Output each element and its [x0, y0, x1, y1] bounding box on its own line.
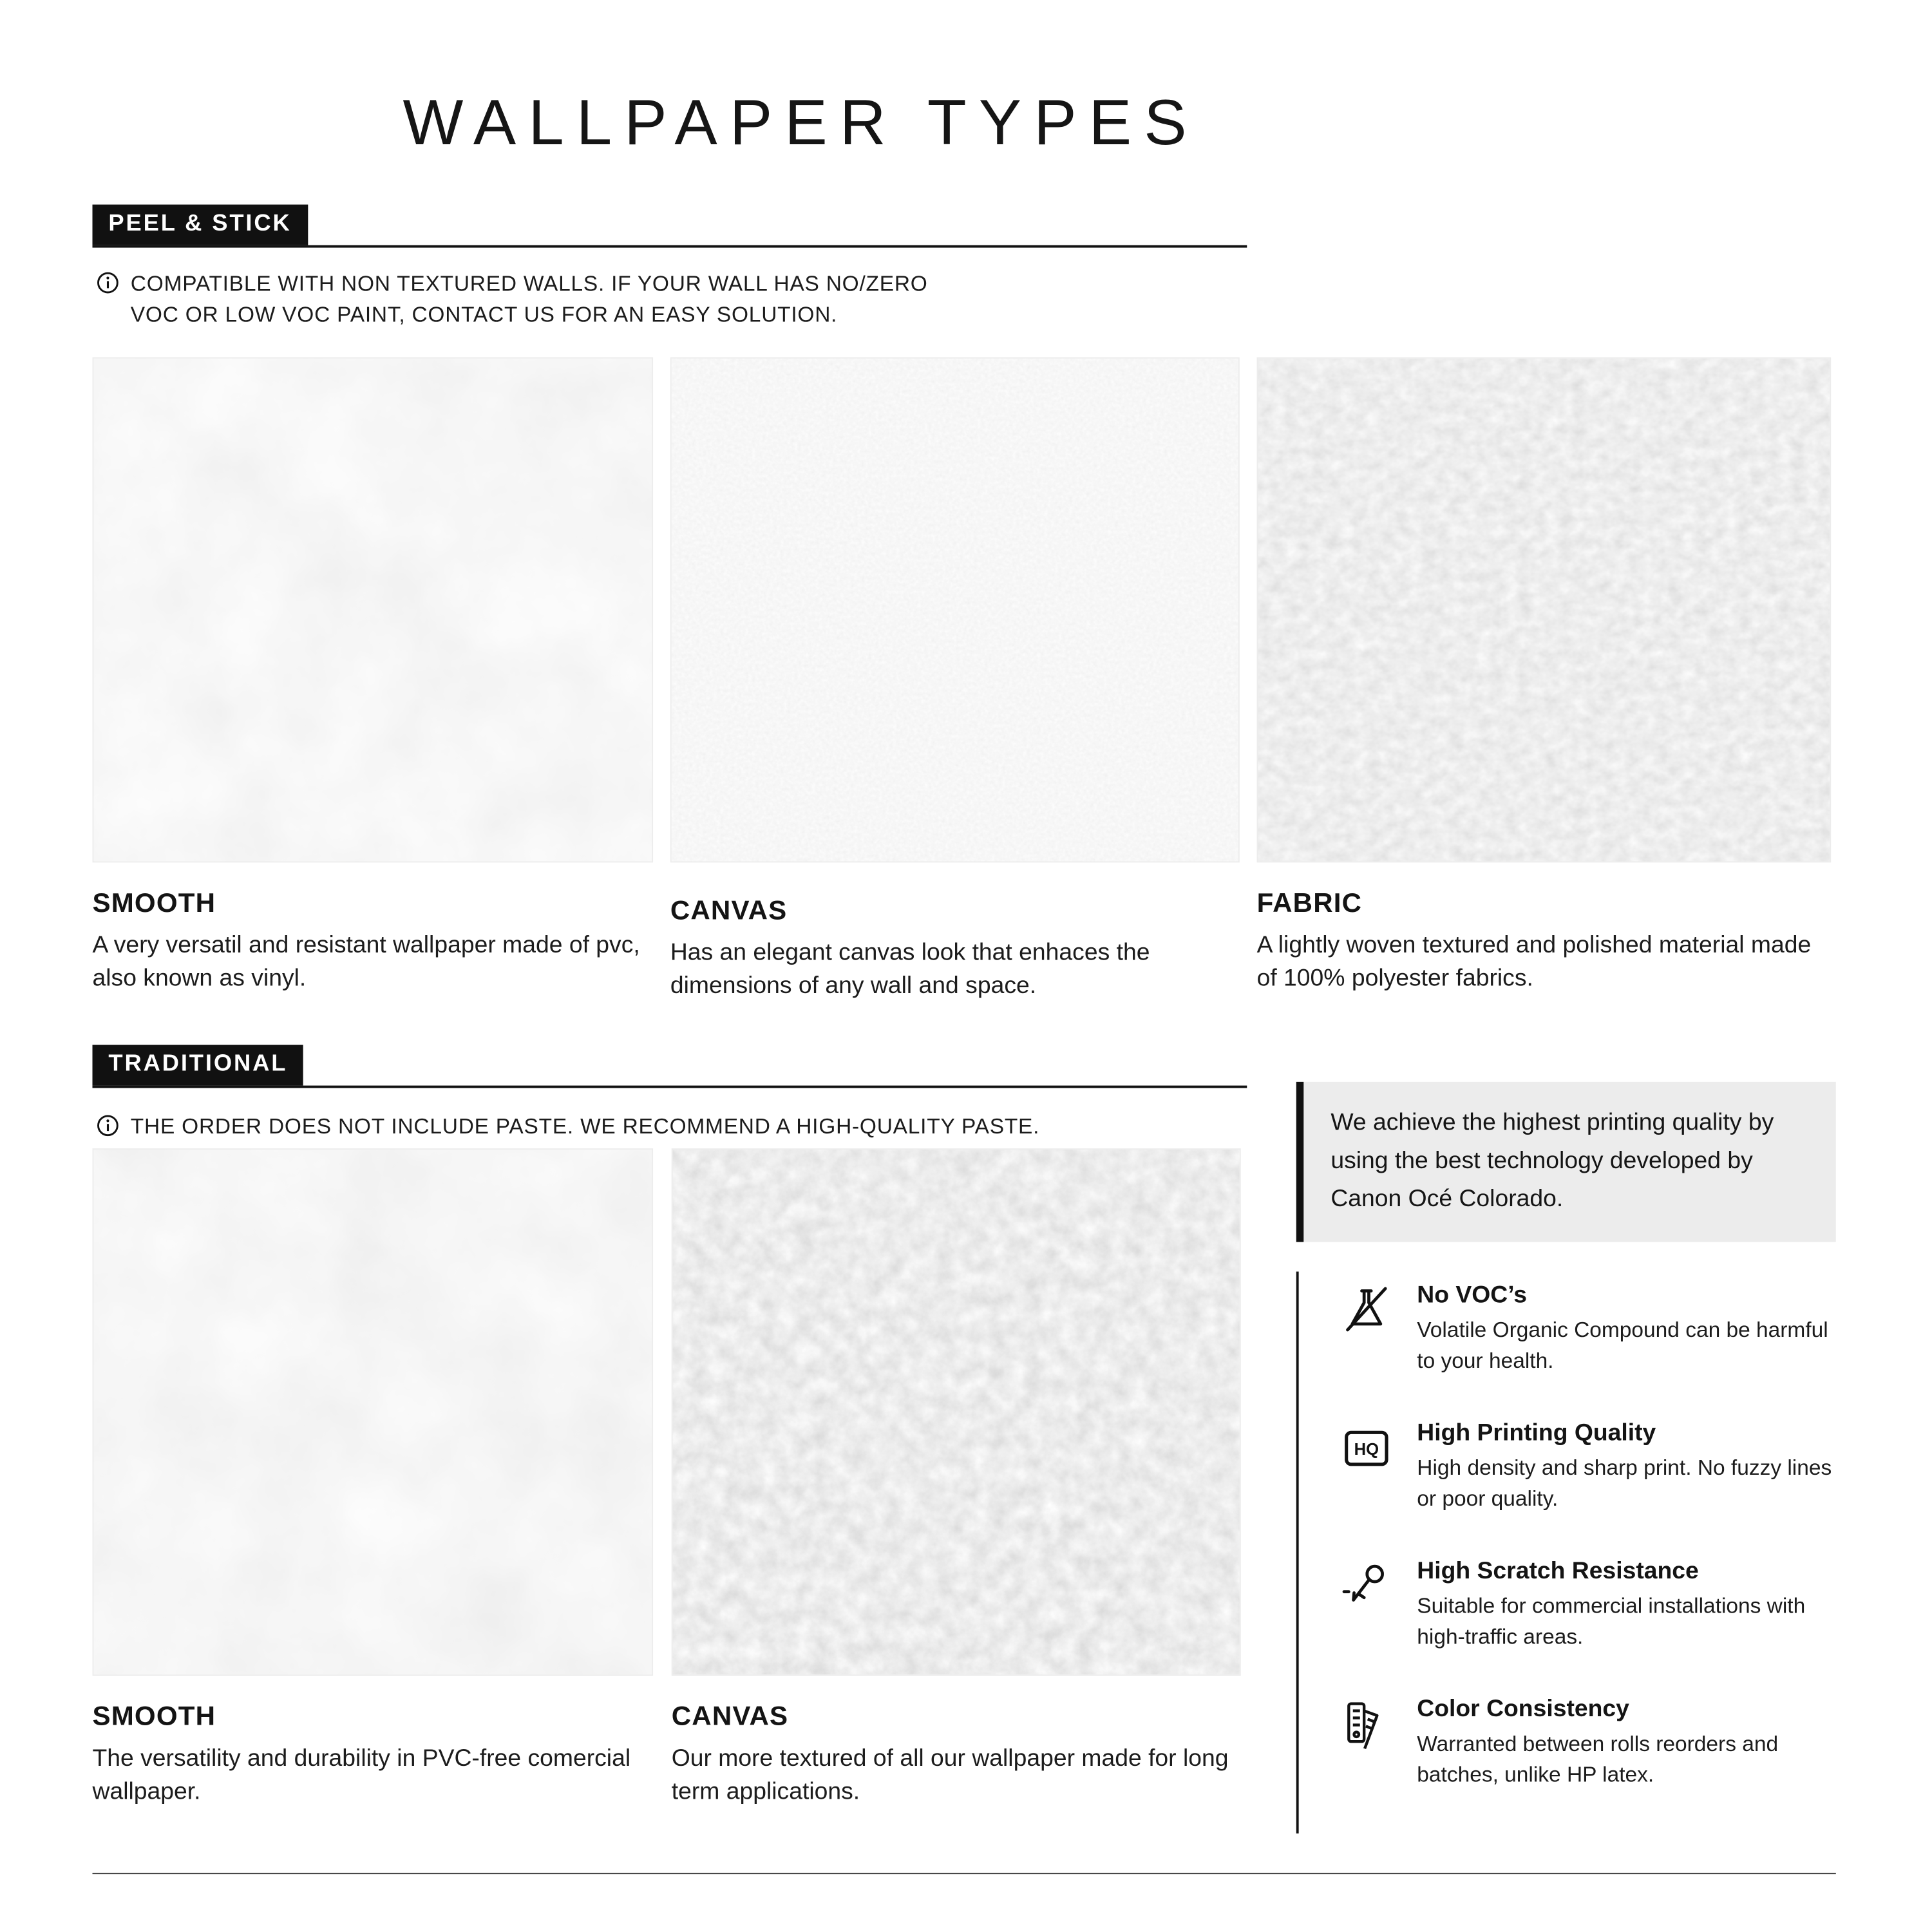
section-header-peel-stick: [92, 205, 1247, 248]
feature-text: [1417, 1557, 1836, 1651]
traditional-note: [96, 1112, 1039, 1143]
color-swatches-icon: [1338, 1696, 1397, 1752]
swatch-name: CANVAS: [670, 895, 788, 925]
swatch-card-peel-fabric: [1257, 357, 1832, 1003]
rough-canvas-texture-image: [672, 1148, 1241, 1676]
swatch-name: SMOOTH: [92, 887, 216, 918]
peel-stick-note-text: [131, 269, 928, 331]
swatch-card-peel-smooth: [92, 357, 653, 1003]
swatch-description: A lightly woven textured and polished material made of 100% polyester fabrics.: [1256, 931, 1812, 992]
section-label-traditional: TRADITIONAL: [92, 1045, 303, 1085]
feature-text: [1417, 1696, 1836, 1789]
smooth-texture-image: [92, 357, 653, 862]
swatch-description: A very versatil and resistant wallpaper made of pvc, also known as vinyl.: [92, 931, 640, 992]
peel-stick-note: [96, 269, 927, 331]
smooth-texture-image: [92, 1148, 653, 1676]
feature-color-consistency: [1299, 1696, 1836, 1833]
printing-quality-note: We achieve the highest printing quality by using the best technology developed by Canon Océ Colorado.: [1296, 1082, 1836, 1242]
feature-no-voc: [1299, 1282, 1836, 1419]
swatch-card-peel-canvas: [670, 357, 1240, 1003]
bottom-divider: [92, 1873, 1835, 1874]
swatch-description: Has an elegant canvas look that enhaces the dimensions of any wall and space.: [670, 938, 1150, 999]
no-voc-icon: [1338, 1282, 1397, 1338]
traditional-swatch-row: [92, 1148, 1240, 1808]
page-title: WALLPAPER TYPES: [402, 87, 1199, 159]
info-icon: [96, 271, 119, 294]
feature-description: Volatile Organic Compound can be harmful to your health.: [1417, 1317, 1828, 1372]
swatch-name: FABRIC: [1256, 887, 1363, 918]
feature-description: Suitable for commercial installations with high-traffic areas.: [1417, 1593, 1806, 1649]
feature-high-printing-quality: [1299, 1419, 1836, 1557]
swatch-card-trad-canvas: [672, 1148, 1241, 1808]
feature-title: No VOC’s: [1417, 1281, 1527, 1309]
feature-high-scratch-resistance: [1299, 1557, 1836, 1695]
feature-text: [1417, 1282, 1836, 1375]
swatch-name: CANVAS: [671, 1700, 789, 1732]
feature-text: [1417, 1419, 1836, 1513]
svg-text:HQ: HQ: [1354, 1441, 1379, 1459]
feature-description: Warranted between rolls reorders and batches, unlike HP latex.: [1417, 1731, 1779, 1786]
swatch-description: The versatility and durability in PVC-free comercial wallpaper.: [92, 1745, 631, 1805]
peel-stick-note-line2: VOC OR LOW VOC PAINT, CONTACT US FOR AN EASY SOLUTION.: [130, 302, 838, 327]
fabric-texture-image: [1257, 357, 1832, 862]
peel-stick-swatch-row: [92, 357, 1831, 1003]
section-header-traditional: [92, 1045, 1247, 1088]
canvas-texture-image: [670, 357, 1240, 862]
feature-title: High Scratch Resistance: [1417, 1557, 1699, 1585]
feature-title: High Printing Quality: [1417, 1419, 1656, 1447]
hq-icon: [1338, 1419, 1397, 1476]
swatch-description: Our more textured of all our wallpaper made for long term applications.: [671, 1745, 1229, 1805]
feature-description: High density and sharp print. No fuzzy lines or poor quality.: [1417, 1455, 1832, 1510]
info-icon: [96, 1114, 119, 1137]
swatch-card-trad-smooth: [92, 1148, 653, 1808]
key-scratch-icon: [1338, 1557, 1397, 1614]
features-list: [1296, 1272, 1836, 1833]
peel-stick-note-line1: COMPATIBLE WITH NON TEXTURED WALLS. IF YOUR WALL HAS NO/ZERO: [130, 270, 928, 296]
traditional-note-text: THE ORDER DOES NOT INCLUDE PASTE. WE RECOMMEND A HIGH-QUALITY PASTE.: [130, 1113, 1040, 1139]
section-label-peel-stick: PEEL & STICK: [92, 205, 307, 245]
swatch-name: SMOOTH: [92, 1700, 216, 1732]
feature-title: Color Consistency: [1417, 1695, 1629, 1723]
